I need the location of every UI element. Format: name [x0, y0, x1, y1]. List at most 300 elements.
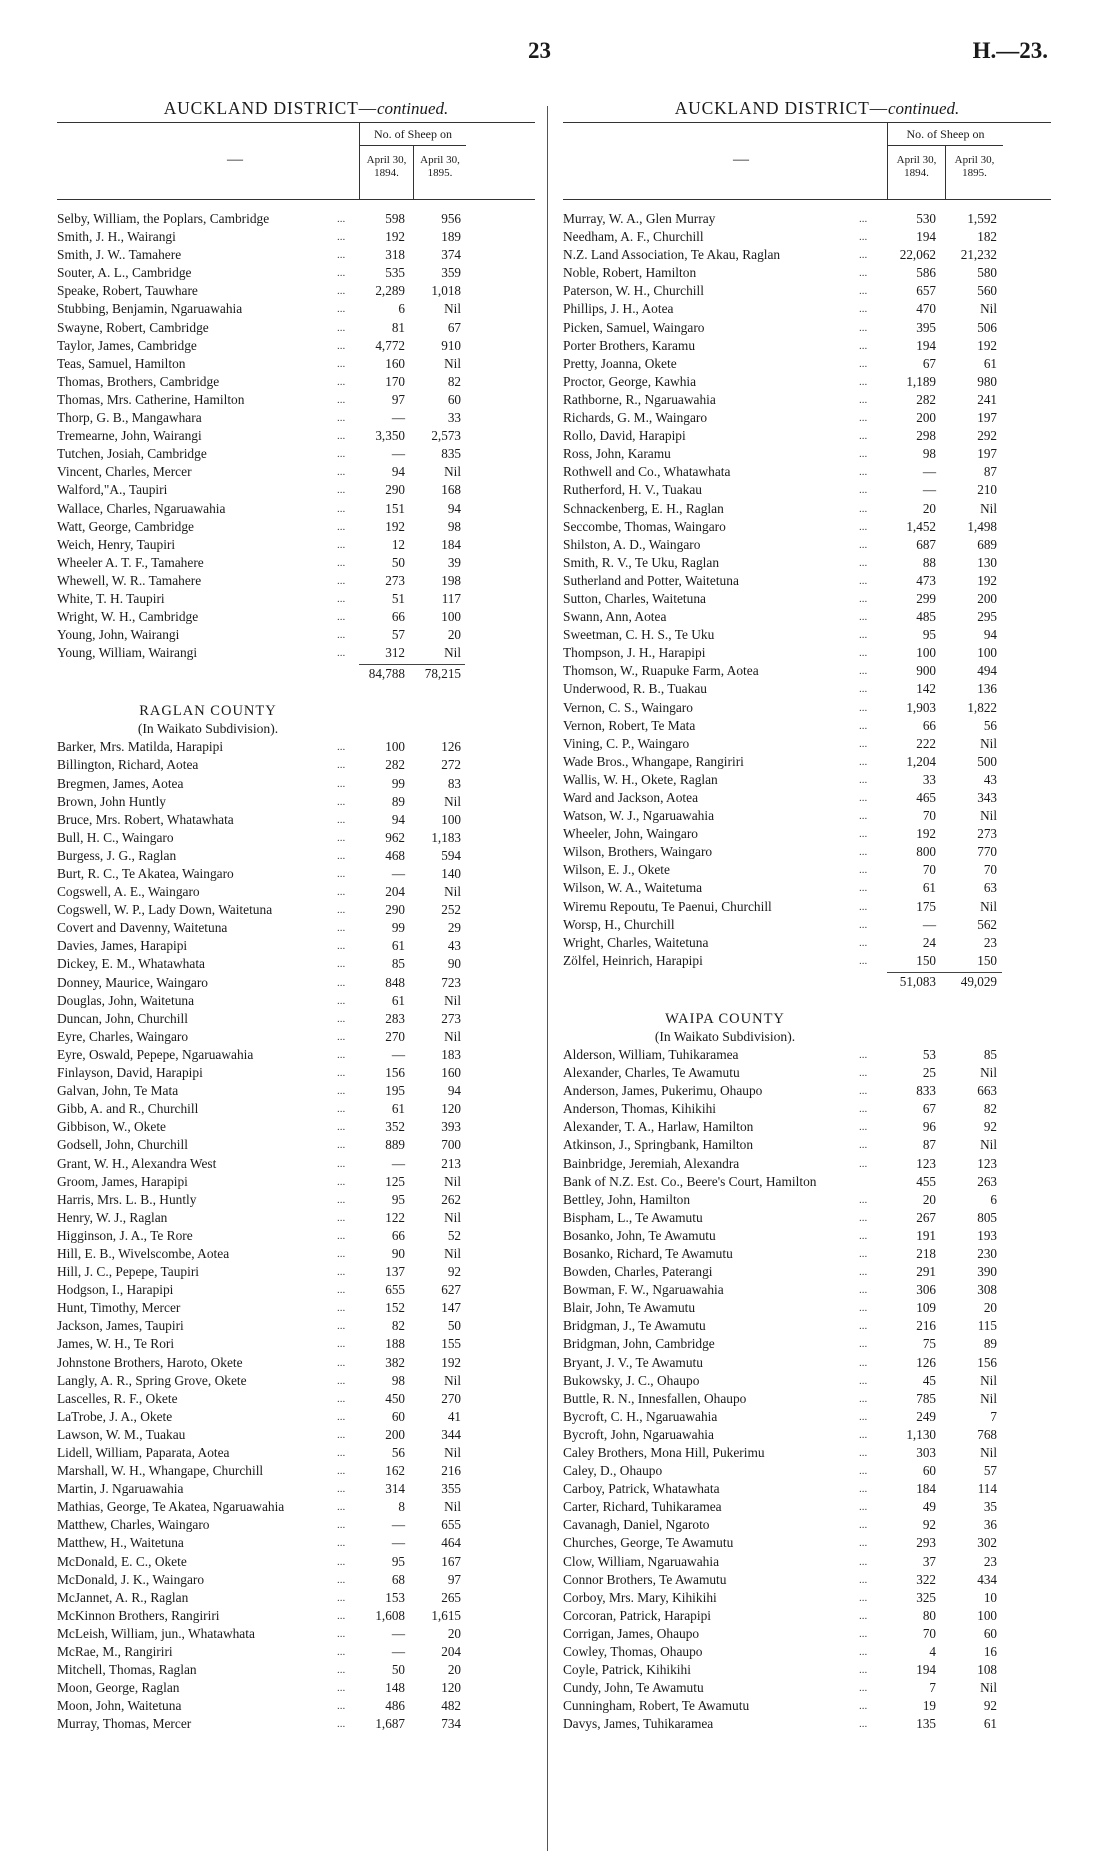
owner-name: Lidell, William, Paparata, Aotea	[57, 1445, 230, 1460]
leader-dots: ...	[337, 813, 346, 826]
sheep-1894: 50	[391, 554, 405, 570]
owner-name: Corboy, Mrs. Mary, Kihikihi	[563, 1589, 717, 1605]
sheep-1894: 33	[922, 771, 936, 787]
table-row	[563, 1462, 1051, 1480]
sheep-1894: 395	[916, 319, 936, 335]
owner-name: Bank of N.Z. Est. Co., Beere's Court, Hamilton	[563, 1173, 817, 1189]
sheep-1894: 61	[391, 1101, 405, 1117]
table-row	[563, 228, 1051, 246]
sheep-1895: 355	[441, 1481, 461, 1497]
sheep-1895: 210	[977, 482, 997, 498]
table-row	[563, 1426, 1051, 1444]
owner-name: Groom, James, Harapipi	[57, 1173, 188, 1189]
owner-name: Porter Brothers, Karamu	[563, 337, 696, 353]
table-row	[57, 1064, 535, 1082]
table-row	[57, 536, 535, 554]
table-row	[57, 883, 535, 901]
owner-name: Hodgson, I., Harapipi	[57, 1282, 174, 1298]
sheep-1895: 183	[441, 1046, 461, 1062]
table-row	[57, 919, 535, 937]
sheep-1894: 322	[916, 1571, 936, 1587]
leader-dots: ...	[859, 1537, 868, 1550]
leader-dots: ...	[337, 741, 346, 754]
leader-dots: ...	[859, 448, 868, 461]
sheep-1895: 723	[441, 974, 461, 990]
sheep-1895: 155	[441, 1336, 461, 1352]
sheep-1894: 85	[391, 956, 405, 972]
owner-name: Needham, A. F., Churchill	[563, 229, 704, 245]
sheep-1895: 200	[977, 590, 997, 606]
sheep-1894: 267	[916, 1209, 936, 1225]
sheep-1894: 1,130	[906, 1426, 936, 1442]
sheep-1894: 200	[385, 1426, 405, 1442]
sheep-1894: 290	[385, 902, 405, 918]
leader-dots: ...	[859, 719, 868, 732]
sheep-1895: 308	[977, 1282, 997, 1298]
table-row	[57, 391, 535, 409]
owner-name: Bregmen, James, Aotea	[57, 775, 184, 791]
table-row	[563, 319, 1051, 337]
sheep-1894: 216	[916, 1318, 936, 1334]
sheep-1895: 16	[983, 1644, 997, 1660]
table-row	[563, 1335, 1051, 1353]
sheep-1894: 60	[391, 1408, 405, 1424]
sheep-1895: 92	[983, 1698, 997, 1714]
owner-name: Wilson, W. A., Waitetuma	[563, 880, 703, 896]
sheep-1895: Nil	[444, 793, 461, 809]
table-row	[57, 1643, 535, 1661]
leader-dots: ...	[859, 466, 868, 479]
leader-dots: ...	[337, 629, 346, 642]
sheep-1895: 23	[983, 1553, 997, 1569]
leader-dots: ...	[859, 556, 868, 569]
sheep-1894: 24	[922, 934, 936, 950]
owner-name: Connor Brothers, Te Awamutu	[563, 1571, 727, 1587]
table-row	[57, 1408, 535, 1426]
owner-name: Sweetman, C. H. S., Te Uku	[563, 627, 715, 643]
sheep-1894: 900	[916, 663, 936, 679]
leader-dots: ...	[337, 777, 346, 790]
owner-name: Corrigan, James, Ohaupo	[563, 1625, 700, 1641]
owner-name: Finlayson, David, Harapipi	[57, 1065, 203, 1081]
leader-dots: ...	[337, 466, 346, 479]
table-row	[57, 756, 535, 774]
sheep-1894: —	[922, 464, 936, 480]
sheep-1895: 130	[977, 554, 997, 570]
sheep-1894: 95	[391, 1191, 405, 1207]
owner-name: McKinnon Brothers, Rangiriri	[57, 1607, 220, 1623]
table-row	[563, 952, 1051, 970]
table-row	[57, 481, 535, 499]
table-row	[57, 1281, 535, 1299]
sheep-1894: 51	[391, 590, 405, 606]
sheep-1894: 3,350	[375, 428, 405, 444]
owner-name: Bruce, Mrs. Robert, Whatawhata	[57, 811, 234, 827]
owner-name: Wade Bros., Whangape, Rangiriri	[563, 753, 744, 769]
table-row	[57, 955, 535, 973]
sheep-1895: Nil	[444, 1245, 461, 1261]
owner-name: Murray, Thomas, Mercer	[57, 1716, 192, 1732]
table-row	[563, 1191, 1051, 1209]
sheep-1894: 126	[916, 1354, 936, 1370]
owner-name: Clow, William, Ngaruawahia	[563, 1553, 720, 1569]
owner-name: Eyre, Oswald, Pepepe, Ngaruawahia	[57, 1046, 254, 1062]
owner-name: Cogswell, W. P., Lady Down, Waitetuna	[57, 902, 273, 918]
leader-dots: ...	[859, 1085, 868, 1098]
leader-dots: ...	[859, 647, 868, 660]
sheep-1895: 560	[977, 283, 997, 299]
sheep-1895: 7	[990, 1408, 997, 1424]
sheep-1894: 156	[385, 1065, 405, 1081]
table-row	[563, 644, 1051, 662]
sheep-1894: 100	[385, 739, 405, 755]
county-subheading: (In Waikato Subdivision).	[137, 721, 279, 737]
leader-dots: ...	[337, 502, 346, 515]
sheep-1895: Nil	[980, 1372, 997, 1388]
sheep-1895: Nil	[444, 645, 461, 661]
sheep-1894: 92	[922, 1517, 936, 1533]
sheep-1895: 33	[447, 410, 461, 426]
owner-name: Wallace, Charles, Ngaruawahia	[57, 500, 226, 516]
col-1894-header: April 30, 1894.	[366, 154, 407, 179]
leader-dots: ...	[859, 484, 868, 497]
leader-dots: ...	[859, 1718, 868, 1731]
sheep-1895: Nil	[444, 301, 461, 317]
leader-dots: ...	[859, 357, 868, 370]
sheep-1894: 12	[391, 536, 405, 552]
sheep-1895: 50	[447, 1318, 461, 1334]
owner-name: Bycroft, John, Ngaruawahia	[563, 1426, 714, 1442]
sheep-1895: 434	[977, 1571, 997, 1587]
sheep-1895: Nil	[444, 1028, 461, 1044]
sheep-1895: 359	[441, 265, 461, 281]
leader-dots: ...	[337, 940, 346, 953]
table-row	[563, 1516, 1051, 1534]
owner-name: Phillips, J. H., Aotea	[563, 301, 674, 317]
sheep-1894: 53	[922, 1046, 936, 1062]
table-row	[57, 554, 535, 572]
sheep-1895: 663	[977, 1083, 997, 1099]
owner-name: Coyle, Patrick, Kihikihi	[563, 1662, 691, 1678]
leader-dots: ...	[859, 538, 868, 551]
sheep-1895: 252	[441, 902, 461, 918]
owner-name: Sutherland and Potter, Waitetuna	[563, 572, 739, 588]
leader-dots: ...	[859, 375, 868, 388]
sheep-1895: 43	[983, 771, 997, 787]
table-row	[563, 300, 1051, 318]
table-header	[563, 122, 1051, 200]
sheep-1894: 56	[391, 1445, 405, 1460]
sheep-1895: Nil	[980, 301, 997, 317]
leader-dots: ...	[859, 1266, 868, 1279]
sheep-1895: 627	[441, 1282, 461, 1298]
sheep-1894: 162	[385, 1463, 405, 1479]
leader-dots: ...	[337, 1356, 346, 1369]
sheep-1895: 123	[977, 1155, 997, 1171]
sheep-1894: 485	[916, 609, 936, 625]
table-row	[57, 811, 535, 829]
leader-dots: ...	[859, 1519, 868, 1532]
leader-dots: ...	[859, 1067, 868, 1080]
sheep-1895: 700	[441, 1137, 461, 1153]
table-row	[57, 246, 535, 264]
table-row	[57, 1553, 535, 1571]
leader-dots: ...	[859, 1428, 868, 1441]
table-row	[563, 1100, 1051, 1118]
owner-name: Swann, Ann, Aotea	[563, 609, 667, 625]
leader-dots: ...	[337, 904, 346, 917]
sheep-1895: 835	[441, 446, 461, 462]
sheep-1894: 88	[922, 554, 936, 570]
sheep-1894: 94	[391, 811, 405, 827]
leader-dots: ...	[859, 1157, 868, 1170]
leader-dots: ...	[337, 958, 346, 971]
leader-dots: ...	[337, 1627, 346, 1640]
sheep-1895: 41	[447, 1408, 461, 1424]
leader-dots: ...	[337, 412, 346, 425]
total-row	[57, 662, 535, 686]
sheep-1895: Nil	[980, 1390, 997, 1406]
table-row	[563, 481, 1051, 499]
table-row	[57, 865, 535, 883]
leader-dots: ...	[337, 1664, 346, 1677]
table-row	[563, 1245, 1051, 1263]
owner-name: Galvan, John, Te Mata	[57, 1083, 179, 1099]
leader-dots: ...	[859, 520, 868, 533]
owner-name: Souter, A. L., Cambridge	[57, 265, 192, 281]
sheep-1895: 213	[441, 1155, 461, 1171]
table-row	[563, 1317, 1051, 1335]
sheep-1894: 470	[916, 301, 936, 317]
sheep-count-header	[887, 123, 1003, 199]
table-row	[563, 1589, 1051, 1607]
total-1895: 78,215	[424, 666, 461, 682]
sheep-1895: Nil	[444, 1372, 461, 1388]
sheep-1894: 123	[916, 1155, 936, 1171]
leader-dots: ...	[859, 1121, 868, 1134]
table-row	[563, 355, 1051, 373]
owner-name: Proctor, George, Kawhia	[563, 373, 697, 389]
owner-name: Corcoran, Patrick, Harapipi	[563, 1607, 711, 1623]
leader-dots: ...	[859, 393, 868, 406]
sheep-1894: 61	[922, 880, 936, 896]
table-row	[563, 1064, 1051, 1082]
sheep-1895: 464	[441, 1535, 461, 1551]
owner-name: Martin, J. Ngaruawahia	[57, 1481, 184, 1497]
table-row	[57, 1534, 535, 1552]
owner-name: Carboy, Patrick, Whatawhata	[563, 1481, 720, 1497]
sheep-1895: 734	[441, 1716, 461, 1732]
sheep-1895: 126	[441, 739, 461, 755]
sheep-1895: 594	[441, 847, 461, 863]
sheep-1894: 49	[922, 1499, 936, 1515]
table-row	[563, 572, 1051, 590]
sheep-1895: 21,232	[960, 247, 997, 263]
table-row	[57, 1118, 535, 1136]
table-row	[563, 427, 1051, 445]
sheep-1894: 70	[922, 862, 936, 878]
leader-dots: ...	[337, 976, 346, 989]
owner-name: Picken, Samuel, Waingaro	[563, 319, 705, 335]
leader-dots: ...	[859, 1302, 868, 1315]
sheep-1895: 770	[977, 844, 997, 860]
sheep-1895: Nil	[980, 808, 997, 824]
owner-name: Thorp, G. B., Mangawhara	[57, 410, 202, 426]
leader-dots: ...	[859, 339, 868, 352]
leader-dots: ...	[337, 1338, 346, 1351]
sheep-1895: 193	[977, 1227, 997, 1243]
owner-name: Bridgman, John, Cambridge	[563, 1336, 715, 1352]
leader-dots: ...	[859, 1465, 868, 1478]
sheep-1895: 94	[447, 1083, 461, 1099]
leader-dots: ...	[859, 1447, 868, 1459]
total-row	[563, 970, 1051, 994]
owner-name: Churches, George, Te Awamutu	[563, 1535, 734, 1551]
sheep-1895: 70	[983, 862, 997, 878]
leader-dots: ...	[337, 1519, 346, 1532]
leader-dots: ...	[337, 1067, 346, 1080]
sheep-1895: 980	[977, 373, 997, 389]
table-row	[57, 373, 535, 391]
sheep-1894: 657	[916, 283, 936, 299]
sheep-1895: 136	[977, 681, 997, 697]
sheep-1895: 197	[977, 446, 997, 462]
owner-name: Buttle, R. N., Innesfallen, Ohaupo	[563, 1390, 747, 1406]
table-row	[57, 463, 535, 481]
table-row	[563, 1155, 1051, 1173]
sheep-1895: 35	[983, 1499, 997, 1515]
leader-dots: ...	[859, 665, 868, 678]
sheep-1895: 2,573	[431, 428, 461, 444]
sheep-1894: 282	[916, 391, 936, 407]
sheep-1894: 306	[916, 1282, 936, 1298]
sheep-1894: —	[391, 410, 405, 426]
table-row	[563, 391, 1051, 409]
table-row	[57, 901, 535, 919]
leader-dots: ...	[337, 1428, 346, 1441]
sheep-1895: 92	[983, 1119, 997, 1135]
sheep-1894: 1,687	[375, 1716, 405, 1732]
owner-name: Rothwell and Co., Whatawhata	[563, 464, 731, 480]
table-row	[563, 1625, 1051, 1643]
sheep-1894: 75	[922, 1336, 936, 1352]
sheep-1894: 833	[916, 1083, 936, 1099]
table-row	[563, 1082, 1051, 1100]
leader-dots: ...	[337, 1121, 346, 1134]
owner-name: Bispham, L., Te Awamutu	[563, 1209, 703, 1225]
table-row	[57, 738, 535, 756]
sheep-1894: 194	[916, 337, 936, 353]
table-row	[57, 409, 535, 427]
table-row	[563, 1372, 1051, 1390]
sheep-1895: 500	[977, 753, 997, 769]
sheep-1894: 25	[922, 1065, 936, 1081]
leader-dots: ...	[859, 1573, 868, 1586]
sheep-1894: 8	[398, 1499, 405, 1515]
sheep-1895: 23	[983, 934, 997, 950]
owner-name: Thomson, W., Ruapuke Farm, Aotea	[563, 663, 759, 679]
leader-dots: ...	[337, 375, 346, 388]
table-row	[563, 1553, 1051, 1571]
leader-dots: ...	[859, 1211, 868, 1224]
leader-dots: ...	[337, 556, 346, 569]
table-row	[563, 1444, 1051, 1462]
sheep-1894: 151	[385, 500, 405, 516]
sheep-1895: 108	[977, 1662, 997, 1678]
sheep-1895: 184	[441, 536, 461, 552]
owner-name: Teas, Samuel, Hamilton	[57, 355, 186, 371]
sheep-1895: Nil	[980, 500, 997, 516]
leader-dots: ...	[337, 484, 346, 497]
leader-dots: ...	[337, 994, 346, 1007]
sheep-1895: 29	[447, 920, 461, 936]
sheep-1894: 70	[922, 808, 936, 824]
table-row	[57, 1679, 535, 1697]
sheep-1894: 50	[391, 1662, 405, 1678]
owner-name: Langly, A. R., Spring Grove, Okete	[57, 1372, 247, 1388]
sheep-1895: 204	[441, 1644, 461, 1660]
table-row	[563, 536, 1051, 554]
leader-dots: ...	[859, 213, 868, 225]
owner-name: Murray, W. A., Glen Murray	[563, 211, 716, 226]
sheep-1895: 805	[977, 1209, 997, 1225]
table-row	[57, 1516, 535, 1534]
leader-dots: ...	[337, 1229, 346, 1242]
sheep-1895: 1,183	[431, 829, 461, 845]
owner-name: Wright, W. H., Cambridge	[57, 609, 199, 625]
sheep-1894: 325	[916, 1589, 936, 1605]
table-row	[57, 500, 535, 518]
sheep-1895: Nil	[444, 1445, 461, 1460]
table-row	[563, 264, 1051, 282]
table-row	[563, 1480, 1051, 1498]
table-row	[563, 463, 1051, 481]
leader-dots: ...	[859, 1320, 868, 1333]
sheep-1895: 94	[983, 627, 997, 643]
sheep-1894: 160	[385, 355, 405, 371]
sheep-1894: 848	[385, 974, 405, 990]
owner-name: Henry, W. J., Raglan	[57, 1209, 168, 1225]
sheep-1895: 241	[977, 391, 997, 407]
sheep-1895: 272	[441, 757, 461, 773]
sheep-1894: 96	[922, 1119, 936, 1135]
sheep-1895: 168	[441, 482, 461, 498]
owner-name: James, W. H., Te Rori	[57, 1336, 175, 1352]
sheep-1894: 99	[391, 775, 405, 791]
sheep-1895: 1,592	[967, 211, 997, 226]
sheep-1895: 100	[977, 1607, 997, 1623]
owner-name: Duncan, John, Churchill	[57, 1010, 188, 1026]
sheep-1895: 89	[983, 1336, 997, 1352]
leader-dots: ...	[337, 647, 346, 660]
table-row	[563, 1390, 1051, 1408]
sheep-1895: 98	[447, 518, 461, 534]
owner-name: Matthew, H., Waitetuna	[57, 1535, 184, 1551]
sheep-1894: 20	[922, 1191, 936, 1207]
owner-name: Watt, George, Cambridge	[57, 518, 195, 534]
owner-name: Noble, Robert, Hamilton	[563, 265, 697, 281]
sheep-1895: 1,822	[967, 699, 997, 715]
owner-name: Walford,"A., Taupiri	[57, 482, 168, 498]
owner-name: Cogswell, A. E., Waingaro	[57, 884, 200, 900]
table-row	[563, 1498, 1051, 1516]
owner-name: Burt, R. C., Te Akatea, Waingaro	[57, 866, 234, 881]
leader-dots: ...	[337, 1247, 346, 1260]
sheep-1895: 57	[983, 1463, 997, 1479]
sheep-1894: 150	[916, 952, 936, 968]
leader-dots: ...	[337, 1591, 346, 1604]
leader-dots: ...	[859, 502, 868, 515]
